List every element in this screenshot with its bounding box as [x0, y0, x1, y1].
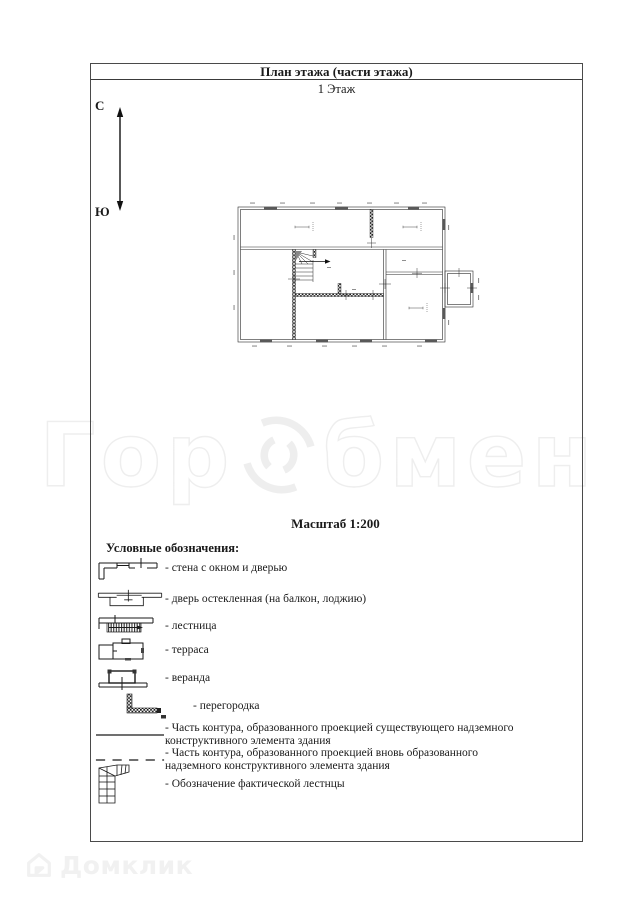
- legend-item-partition: [95, 696, 575, 716]
- domclick-house-icon: [24, 850, 54, 880]
- solid-contour-line-icon: [95, 730, 165, 740]
- watermark-domclick: [24, 850, 193, 880]
- floor-subtitle: 1 Этаж: [317, 82, 356, 96]
- plan-axis-marks: [288, 238, 477, 300]
- scale-label: Масштаб 1:200: [291, 516, 380, 531]
- compass-south-label: Ю: [95, 204, 110, 219]
- legend-item-label: - перегородка: [193, 699, 260, 712]
- legend-item-label: - стена с окном и дверью: [165, 561, 288, 574]
- veranda-icon: [95, 665, 165, 692]
- stair-shading: [296, 251, 303, 261]
- legend-item-wall-window-door: [95, 558, 575, 578]
- legend-item-label: - дверь остекленная (на балкон, лоджию): [165, 592, 367, 605]
- watermark-text-right: бмен: [322, 403, 598, 507]
- page-title: План этажа (части этажа): [91, 64, 582, 80]
- compass-arrow-icon: [112, 107, 128, 211]
- legend-heading: Условные обозначения:: [106, 541, 240, 555]
- legend-item-glazed-door: [95, 589, 575, 609]
- floor-plan-drawing: [232, 200, 482, 350]
- plan-level-marks: [295, 222, 427, 313]
- legend: [95, 558, 575, 796]
- terrace-icon: [95, 637, 165, 663]
- legend-item-label: - Часть контура, образованного проекцией вновь образованного надземного конструктивного элемента здания: [165, 747, 478, 772]
- legend-item-terrace: [95, 640, 575, 660]
- compass-north-label: С: [95, 98, 105, 113]
- legend-item-label: - лестница: [165, 619, 217, 632]
- staircase-icon: [95, 613, 165, 639]
- legend-item-staircase: [95, 616, 575, 636]
- legend-item-existing-contour: [95, 723, 575, 747]
- legend-item-label: - терраса: [165, 643, 209, 656]
- partition-icon: [95, 692, 193, 720]
- legend-item-label: - Часть контура, образованного проекцией существующего надземного конструктивного элемента здания: [165, 722, 514, 747]
- legend-item-actual-stairs: [95, 772, 575, 796]
- legend-item-new-contour: [95, 748, 575, 772]
- legend-item-veranda: [95, 668, 575, 688]
- legend-item-label: - веранда: [165, 671, 211, 684]
- legend-item-label: - Обозначение фактической лестнцы: [165, 777, 345, 790]
- actual-stairs-icon: [95, 762, 165, 806]
- glazed-door-icon: [95, 586, 165, 612]
- watermark-text-left: Гор: [39, 403, 235, 507]
- watermark-bottom-text: Домклик: [60, 850, 194, 880]
- north-arrow: [95, 98, 139, 222]
- wall-window-door-icon: [95, 555, 165, 581]
